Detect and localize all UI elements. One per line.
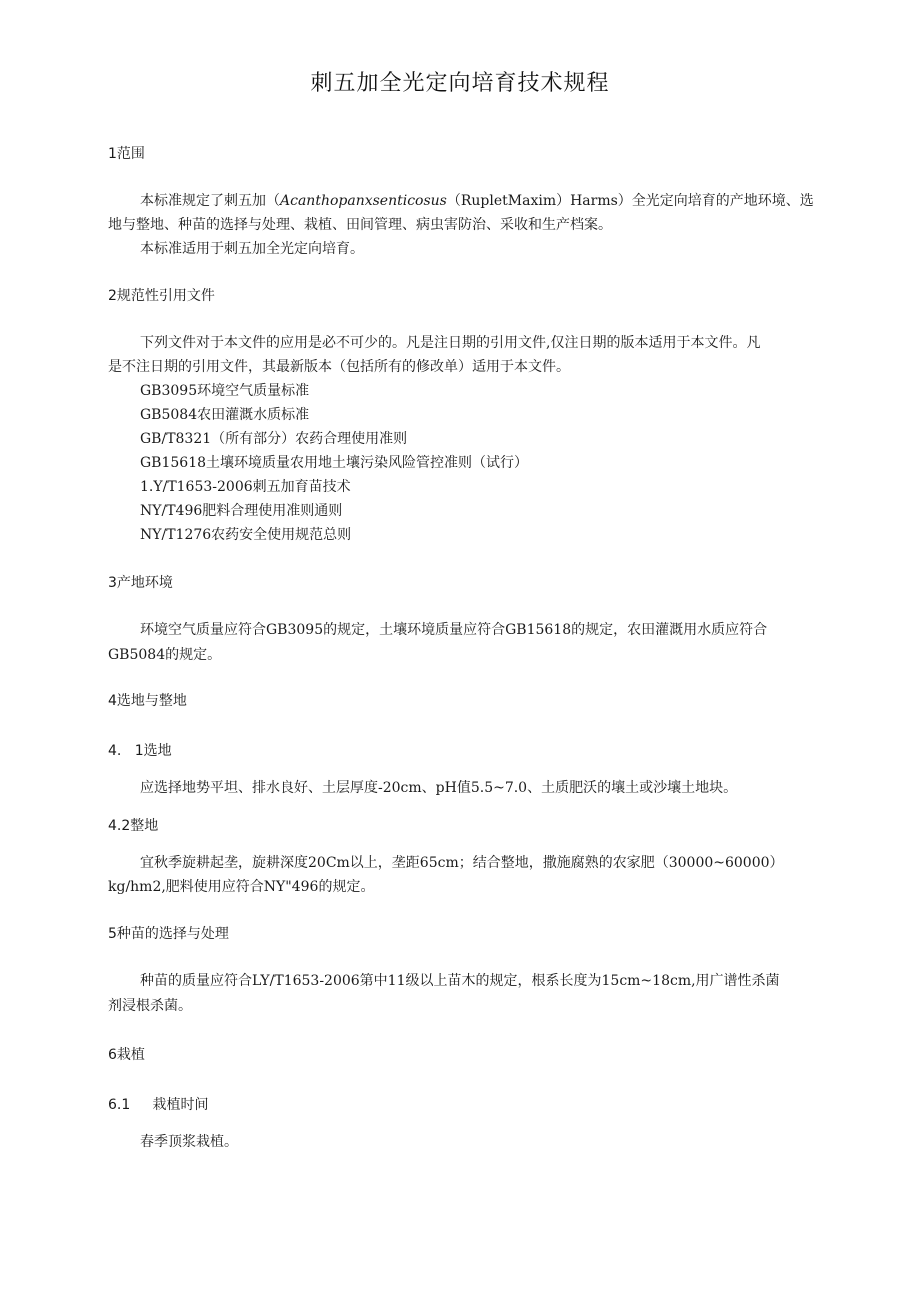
reference-item: NY/T496肥料合理使用准则通则 <box>140 503 343 519</box>
section-4-2-heading: 4.2整地 <box>108 818 159 834</box>
section-3-paragraph-1-line-2: GB5084的规定。 <box>108 647 222 663</box>
section-5-heading: 5种苗的选择与处理 <box>108 926 229 942</box>
page-title: 刺五加全光定向培育技术规程 <box>310 71 610 96</box>
section-2-paragraph-1-line-2: 是不注日期的引用文件，其最新版本（包括所有的修改单）适用于本文件。 <box>108 359 570 375</box>
section-6-1-heading: 6.1 栽植时间 <box>108 1097 209 1113</box>
latin-name: Acanthopanxsenticosus <box>280 193 447 209</box>
section-2-paragraph-1: 下列文件对于本文件的应用是必不可少的。凡是注日期的引用文件,仅注日期的版本适用于本文件。凡 <box>140 335 761 351</box>
section-1-paragraph-1 <box>140 192 814 210</box>
reference-item: GB15618土壤环境质量农用地土壤污染风险管控准则（试行） <box>140 455 529 471</box>
section-6-heading: 6栽植 <box>108 1047 145 1063</box>
reference-item: GB3095环境空气质量标准 <box>140 383 310 399</box>
section-1-heading: 1范围 <box>108 146 145 162</box>
section-4-1-text: 应选择地势平坦、排水良好、土层厚度-20cm、pH值5.5~7.0、土质肥沃的壤土或沙壤土地块。 <box>140 780 738 796</box>
reference-item: NY/T1276农药安全使用规范总则 <box>140 527 352 543</box>
section-4-2-text: 宜秋季旋耕起垄，旋耕深度20Cm以上，垄距65cm；结合整地，撒施腐熟的农家肥（30000~60000） <box>140 855 784 871</box>
section-1-paragraph-1-line-2: 地与整地、种苗的选择与处理、栽植、田间管理、病虫害防治、采收和生产档案。 <box>108 217 612 233</box>
section-4-heading: 4选地与整地 <box>108 693 187 709</box>
section-6-1-text: 春季顶浆栽植。 <box>140 1134 238 1150</box>
section-3-heading: 3产地环境 <box>108 575 173 591</box>
text-run: 本标准规定了刺五加（ <box>140 193 280 209</box>
section-5-paragraph-1: 种苗的质量应符合LY/T1653-2006第中11级以上苗木的规定，根系长度为15cm~18cm,用广谱性杀菌 <box>140 973 780 989</box>
reference-item: GB5084农田灌溉水质标准 <box>140 407 310 423</box>
reference-item: GB/T8321（所有部分）农药合理使用准则 <box>140 431 408 447</box>
reference-item: 1.Y/T1653-2006刺五加育苗技术 <box>140 479 351 495</box>
section-5-paragraph-1-line-2: 剂浸根杀菌。 <box>108 998 192 1014</box>
text-run: （RupletMaxim）Harms）全光定向培育的产地环境、选 <box>446 193 814 209</box>
section-3-paragraph-1: 环境空气质量应符合GB3095的规定，土壤环境质量应符合GB15618的规定，农田灌溉用水质应符合 <box>140 622 768 638</box>
section-2-heading: 2规范性引用文件 <box>108 288 215 304</box>
section-4-2-text-line-2: kg/hm2,肥料使用应符合NY"496的规定。 <box>108 879 375 895</box>
section-4-1-heading: 4. 1选地 <box>108 743 172 759</box>
section-1-paragraph-2: 本标准适用于刺五加全光定向培育。 <box>140 241 364 257</box>
